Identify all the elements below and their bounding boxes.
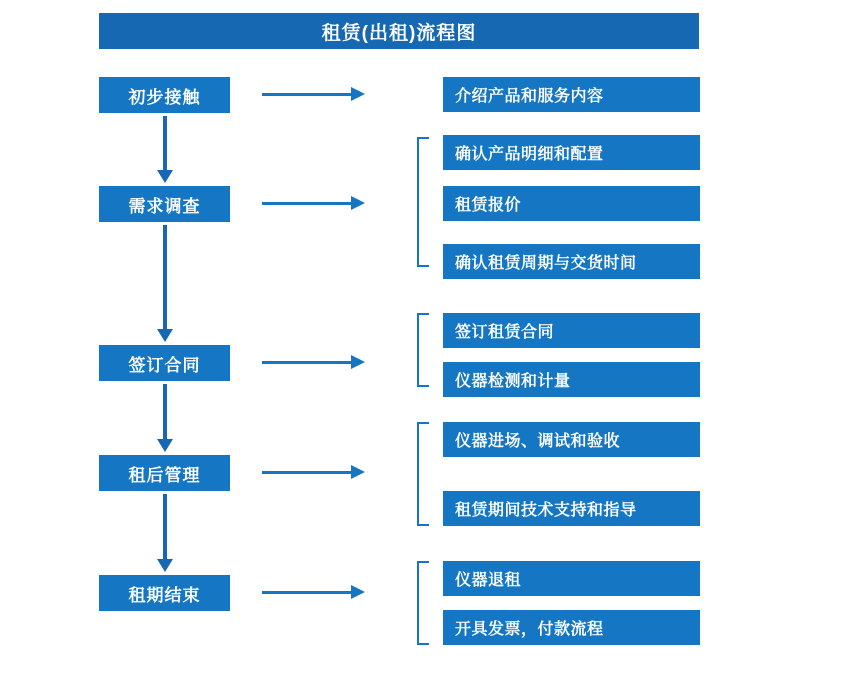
stage-box-5: 租期结束 xyxy=(99,575,230,611)
group-bracket-4 xyxy=(417,422,429,526)
detail-box-3: 租赁报价 xyxy=(443,186,700,221)
horizontal-arrow-5 xyxy=(262,591,352,594)
horizontal-arrow-3 xyxy=(262,361,352,364)
stage-box-3: 签订合同 xyxy=(99,345,230,381)
detail-box-4: 确认租赁周期与交货时间 xyxy=(443,244,700,279)
vertical-arrow-2-3 xyxy=(163,225,167,330)
horizontal-arrow-2 xyxy=(262,202,352,205)
vertical-arrow-3-4 xyxy=(163,384,167,440)
detail-box-10: 开具发票，付款流程 xyxy=(443,610,700,645)
horizontal-arrow-4 xyxy=(262,471,352,474)
stage-box-1: 初步接触 xyxy=(99,77,230,113)
vertical-arrow-4-5 xyxy=(163,494,167,560)
detail-box-2: 确认产品明细和配置 xyxy=(443,135,700,170)
group-bracket-3 xyxy=(417,313,429,387)
detail-box-5: 签订租赁合同 xyxy=(443,313,700,348)
group-bracket-5 xyxy=(417,561,429,645)
page-title: 租赁(出租)流程图 xyxy=(99,13,699,49)
detail-box-9: 仪器退租 xyxy=(443,561,700,596)
detail-box-6: 仪器检测和计量 xyxy=(443,362,700,397)
detail-box-1: 介绍产品和服务内容 xyxy=(443,77,700,112)
stage-box-2: 需求调查 xyxy=(99,186,230,222)
detail-box-7: 仪器进场、调试和验收 xyxy=(443,422,700,457)
detail-box-8: 租赁期间技术支持和指导 xyxy=(443,491,700,526)
vertical-arrow-1-2 xyxy=(163,116,167,171)
group-bracket-2 xyxy=(417,137,429,267)
horizontal-arrow-1 xyxy=(262,93,352,96)
stage-box-4: 租后管理 xyxy=(99,455,230,491)
